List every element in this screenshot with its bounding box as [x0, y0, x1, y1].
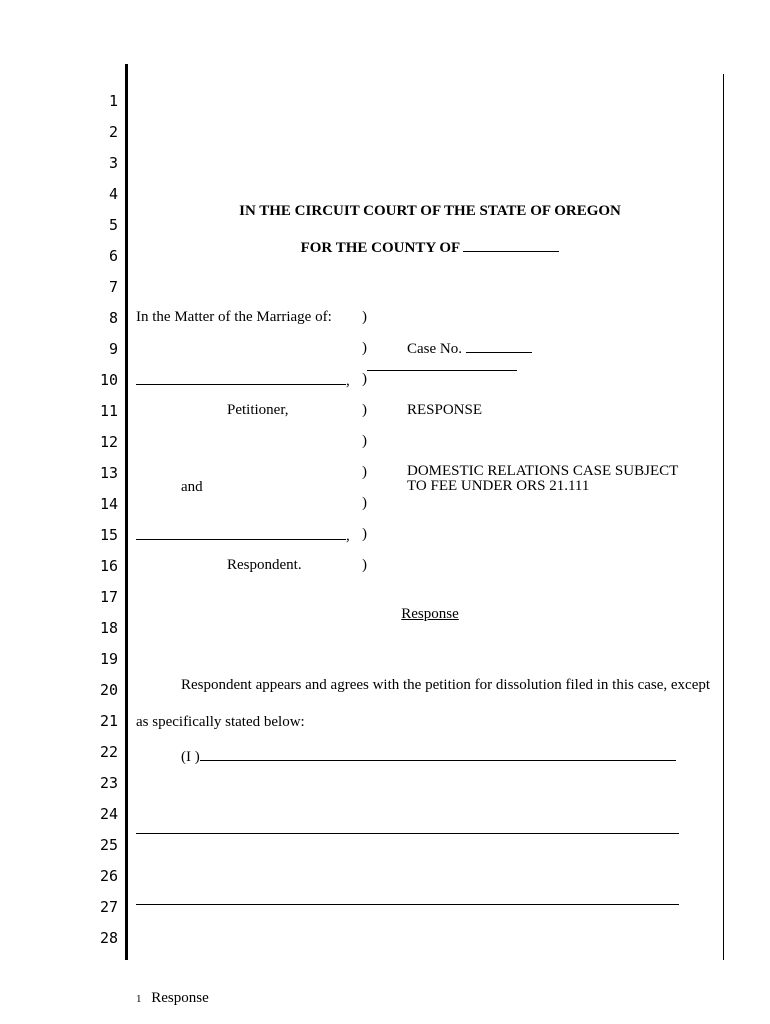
- fee-subject-block: [407, 464, 678, 494]
- line-number: 23: [99, 774, 118, 792]
- and-label: and: [181, 479, 203, 495]
- response-blank-line[interactable]: [136, 904, 679, 905]
- body-paragraph-line-2: as specifically stated below:: [136, 714, 305, 730]
- caption-paren: ): [362, 402, 367, 418]
- petitioner-label: Petitioner,: [227, 402, 289, 418]
- body-paragraph-line-1: Respondent appears and agrees with the petition for dissolution filed in this case, except: [181, 677, 711, 693]
- line-number: 26: [99, 867, 118, 885]
- response-heading: Response: [401, 606, 459, 622]
- line-number: 7: [108, 278, 118, 296]
- line-number: 5: [108, 216, 118, 234]
- line-number: 15: [99, 526, 118, 544]
- county-label: FOR THE COUNTY OF: [300, 240, 460, 256]
- caption-paren: ): [362, 371, 367, 387]
- respondent-comma: ,: [346, 528, 350, 544]
- case-number-underline: [367, 370, 517, 371]
- line-number: 27: [99, 898, 118, 916]
- fee-subject-line-2: TO FEE UNDER ORS 21.111: [407, 478, 590, 494]
- case-number-label: Case No.: [407, 341, 462, 357]
- respondent-name-blank[interactable]: [136, 527, 346, 540]
- fee-subject-line-1: DOMESTIC RELATIONS CASE SUBJECT: [407, 463, 679, 479]
- line-number: 28: [99, 929, 118, 947]
- response-item-label: (I ): [181, 749, 200, 765]
- document-title: RESPONSE: [407, 402, 483, 418]
- line-number: 16: [99, 557, 118, 575]
- line-number: 19: [99, 650, 118, 668]
- court-title: IN THE CIRCUIT COURT OF THE STATE OF OREGON: [239, 203, 621, 219]
- line-number: 12: [99, 433, 118, 451]
- response-item-blank[interactable]: [200, 748, 676, 761]
- left-margin-rule: [125, 64, 128, 960]
- page-footer: [136, 990, 209, 1007]
- line-number: 22: [99, 743, 118, 761]
- line-number: 21: [99, 712, 118, 730]
- line-number: 25: [99, 836, 118, 854]
- caption-paren: ): [362, 495, 367, 511]
- footer-title: Response: [151, 990, 209, 1006]
- caption-paren: ): [362, 526, 367, 542]
- county-line: [136, 239, 724, 257]
- line-number: 24: [99, 805, 118, 823]
- line-number: 10: [99, 371, 118, 389]
- petitioner-name-blank[interactable]: [136, 372, 346, 385]
- line-number: 17: [99, 588, 118, 606]
- line-number: 1: [108, 92, 118, 110]
- case-number-line: [407, 340, 532, 358]
- matter-label: In the Matter of the Marriage of:: [136, 309, 332, 325]
- line-number: 13: [99, 464, 118, 482]
- response-blank-line[interactable]: [136, 833, 679, 834]
- page-number: 1: [136, 993, 142, 1005]
- line-number: 3: [108, 154, 118, 172]
- line-number: 14: [99, 495, 118, 513]
- caption-paren: ): [362, 557, 367, 573]
- caption-paren: ): [362, 464, 367, 480]
- line-number: 4: [108, 185, 118, 203]
- respondent-label: Respondent.: [227, 557, 302, 573]
- petitioner-name-line: [136, 372, 350, 390]
- caption-paren: ): [362, 433, 367, 449]
- county-blank[interactable]: [463, 239, 559, 252]
- line-number: 2: [108, 123, 118, 141]
- respondent-name-line: [136, 527, 350, 545]
- line-number: 8: [108, 309, 118, 327]
- caption-paren: ): [362, 309, 367, 325]
- line-number: 9: [108, 340, 118, 358]
- line-number: 6: [108, 247, 118, 265]
- petitioner-comma: ,: [346, 373, 350, 389]
- line-number: 18: [99, 619, 118, 637]
- response-item: [181, 748, 676, 766]
- line-number: 11: [99, 402, 118, 420]
- case-number-blank[interactable]: [466, 340, 532, 353]
- line-number: 20: [99, 681, 118, 699]
- caption-paren: ): [362, 340, 367, 356]
